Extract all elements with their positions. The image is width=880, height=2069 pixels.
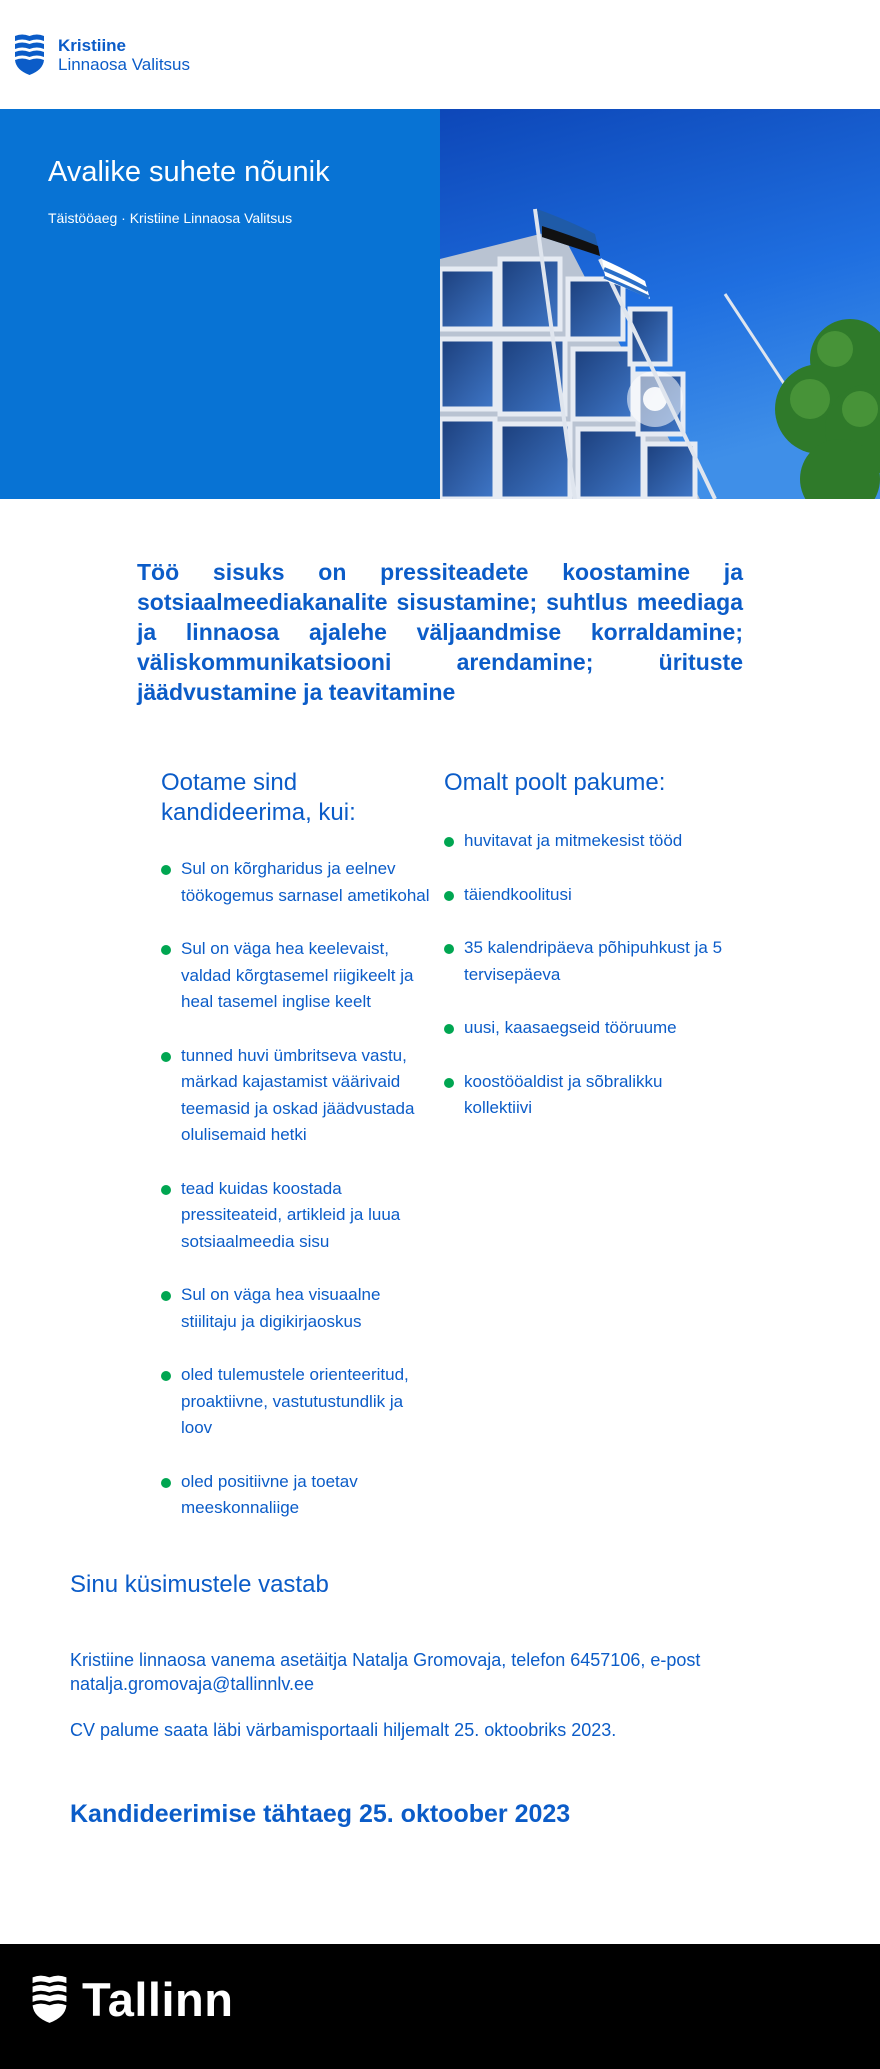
green-dot-icon bbox=[161, 1185, 171, 1195]
offer-text: huvitavat ja mitmekesist tööd bbox=[464, 831, 683, 850]
offer-item bbox=[444, 828, 734, 855]
green-dot-icon bbox=[444, 837, 454, 847]
footer-logo[interactable] bbox=[31, 1972, 233, 2027]
site-logo[interactable] bbox=[14, 34, 190, 76]
green-dot-icon bbox=[444, 1078, 454, 1088]
offer-text: täiendkoolitusi bbox=[464, 884, 572, 904]
job-subtitle: Täistööaeg · Kristiine Linnaosa Valitsus bbox=[48, 210, 293, 226]
requirement-text: Sul on kõrgharidus ja eelnev töökogemus sarnasel ametikohal bbox=[181, 859, 430, 905]
site-footer bbox=[0, 1944, 880, 2069]
hero-panel bbox=[0, 109, 440, 499]
green-dot-icon bbox=[444, 1024, 454, 1034]
requirement-text: Sul on väga hea keelevaist, valdad kõrgtasemel riigikeelt ja heal tasemel inglise keelt bbox=[181, 939, 414, 1011]
offer-item bbox=[444, 1069, 734, 1122]
requirement-text: Sul on väga hea visuaalne stiilitaju ja digikirjaoskus bbox=[181, 1285, 381, 1331]
tallinn-shield-icon bbox=[31, 1975, 68, 2024]
requirement-text: tunned huvi ümbritseva vastu, märkad kajastamist väärivaid teemasid ja oskad jäädvustada olulisemaid hetki bbox=[181, 1045, 415, 1144]
contact-heading: Sinu küsimustele vastab bbox=[70, 1571, 329, 1598]
cv-instructions: CV palume saata läbi värbamisportaali hiljemalt 25. oktoobriks 2023. bbox=[70, 1720, 617, 1740]
requirement-item bbox=[161, 1282, 436, 1335]
logo-text bbox=[58, 36, 190, 74]
tallinn-shield-icon bbox=[14, 34, 45, 76]
hero-banner bbox=[0, 109, 880, 499]
job-title: Avalike suhete nõunik bbox=[48, 156, 330, 188]
offer-text: uusi, kaasaegseid tööruume bbox=[464, 1018, 677, 1037]
logo-org-name: Kristiine bbox=[58, 36, 127, 55]
green-dot-icon bbox=[161, 1052, 171, 1062]
job-description-lead: Töö sisuks on pressiteadete koostamine ja sotsiaalmeediakanalite sisustamine; suhtlus meediaga ja linnaosa ajalehe väljaandmise korraldamine; väliskommunikatsiooni arendamine; ürituste jäädvustamine ja teavitamine bbox=[137, 559, 743, 705]
green-dot-icon bbox=[161, 1371, 171, 1381]
requirements-heading: Ootame sind kandideerima, kui: bbox=[161, 769, 356, 826]
requirement-text: tead kuidas koostada pressiteateid, artikleid ja luua sotsiaalmeedia sisu bbox=[181, 1178, 401, 1251]
requirements-list bbox=[161, 856, 436, 1522]
requirement-item bbox=[161, 856, 436, 909]
requirements-section bbox=[161, 768, 436, 1549]
offer-item bbox=[444, 882, 734, 909]
contact-details: Kristiine linnaosa vanema asetäitja Natalja Gromovaja, telefon 6457106, e-post natalja.gromovaja@tallinnlv.ee bbox=[70, 1650, 701, 1694]
offer-item bbox=[444, 935, 734, 988]
green-dot-icon bbox=[161, 945, 171, 955]
requirement-item bbox=[161, 1362, 436, 1442]
requirement-item bbox=[161, 1176, 436, 1256]
offer-list bbox=[444, 828, 734, 1122]
building-flags-image bbox=[440, 109, 880, 499]
green-dot-icon bbox=[161, 1291, 171, 1301]
requirement-item bbox=[161, 1043, 436, 1149]
green-dot-icon bbox=[161, 865, 171, 875]
offer-heading: Omalt poolt pakume: bbox=[444, 769, 666, 796]
application-deadline: Kandideerimise tähtaeg 25. oktoober 2023 bbox=[70, 1800, 571, 1828]
offer-item bbox=[444, 1015, 734, 1042]
requirement-item bbox=[161, 936, 436, 1016]
site-header bbox=[0, 0, 880, 109]
green-dot-icon bbox=[444, 891, 454, 901]
requirement-text: oled tulemustele orienteeritud, proaktiivne, vastutustundlik ja loov bbox=[181, 1365, 409, 1437]
offer-text: koostööaldist ja sõbralikku kollektiivi bbox=[464, 1071, 663, 1117]
green-dot-icon bbox=[161, 1478, 171, 1488]
offer-section bbox=[444, 768, 734, 1149]
offer-text: 35 kalendripäeva põhipuhkust ja 5 tervisepäeva bbox=[464, 938, 723, 984]
requirement-text: oled positiivne ja toetav meeskonnaliige bbox=[181, 1471, 358, 1517]
hero-photo bbox=[440, 109, 880, 499]
green-dot-icon bbox=[444, 944, 454, 954]
requirement-item bbox=[161, 1469, 436, 1522]
logo-org-subtitle: Linnaosa Valitsus bbox=[58, 55, 190, 74]
footer-city-name: Tallinn bbox=[82, 1973, 234, 2026]
